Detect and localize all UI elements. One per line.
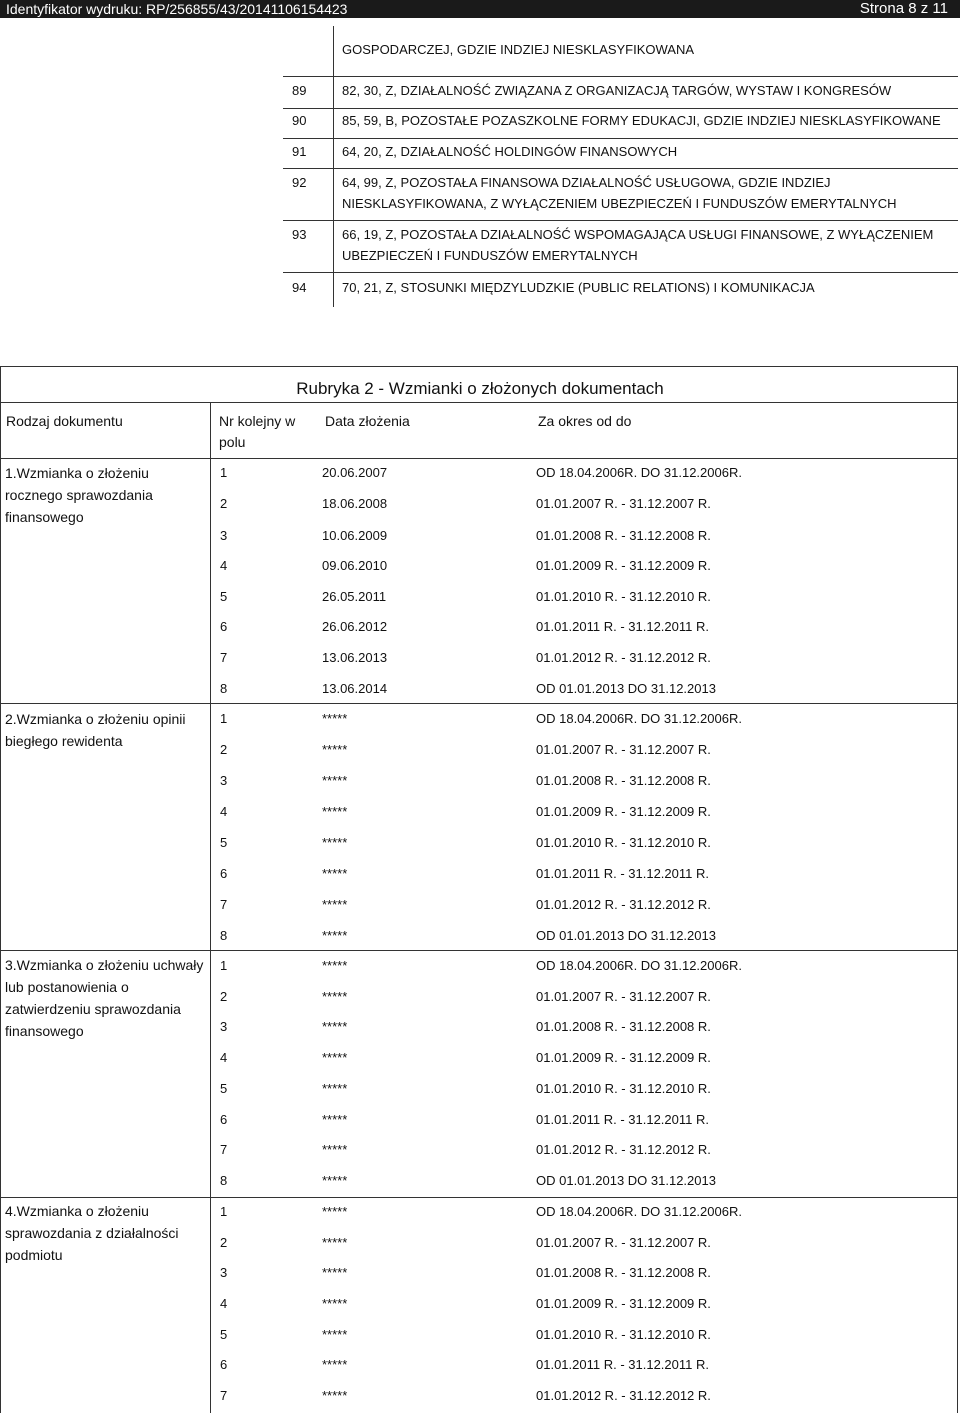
row-data: *****: [322, 711, 348, 726]
print-identifier: Identyfikator wydruku: RP/256855/43/20141106154423: [6, 1, 348, 17]
row-nr: 7: [220, 897, 228, 912]
row-okres: OD 01.01.2013 DO 31.12.2013: [536, 1173, 716, 1188]
row-nr: 8: [220, 681, 228, 696]
row-nr: 3: [220, 773, 228, 788]
row-okres: 01.01.2007 R. - 31.12.2007 R.: [536, 496, 711, 511]
pkd-row-text: 64, 20, Z, DZIAŁALNOŚĆ HOLDINGÓW FINANSOWYCH: [342, 144, 678, 159]
row-data: *****: [322, 835, 348, 850]
row-nr: 4: [220, 1050, 228, 1065]
row-nr: 2: [220, 1235, 228, 1250]
row-data: *****: [322, 897, 348, 912]
row-nr: 5: [220, 1327, 228, 1342]
column-divider: [210, 402, 211, 1413]
row-data: 13.06.2013: [322, 650, 388, 665]
row-data: 20.06.2007: [322, 465, 388, 480]
row-nr: 1: [220, 1204, 228, 1219]
row-okres: OD 18.04.2006R. DO 31.12.2006R.: [536, 958, 742, 973]
row-okres: OD 18.04.2006R. DO 31.12.2006R.: [536, 711, 742, 726]
row-okres: 01.01.2010 R. - 31.12.2010 R.: [536, 1081, 711, 1096]
row-data: *****: [322, 1327, 348, 1342]
row-nr: 3: [220, 1019, 228, 1034]
row-okres: OD 18.04.2006R. DO 31.12.2006R.: [536, 1204, 742, 1219]
row-data: *****: [322, 1142, 348, 1157]
row-okres: 01.01.2012 R. - 31.12.2012 R.: [536, 650, 711, 665]
row-nr: 1: [220, 711, 228, 726]
pkd-row-number: 94: [292, 280, 307, 295]
row-data: *****: [322, 1050, 348, 1065]
row-nr: 6: [220, 1112, 228, 1127]
row-data: *****: [322, 1019, 348, 1034]
pkd-row-text: 85, 59, B, POZOSTAŁE POZASZKOLNE FORMY EDUKACJI, GDZIE INDZIEJ NIESKLASYFIKOWANE: [342, 113, 941, 128]
row-data: *****: [322, 1388, 348, 1403]
pkd-row-text: 66, 19, Z, POZOSTAŁA DZIAŁALNOŚĆ WSPOMAGAJĄCA USŁUGI FINANSOWE, Z WYŁĄCZENIEM UBEZPIECZEŃ I FUNDUSZÓW EMERYTALNYCH: [342, 227, 934, 263]
row-data: 26.06.2012: [322, 619, 388, 634]
row-okres: 01.01.2007 R. - 31.12.2007 R.: [536, 1235, 711, 1250]
row-nr: 5: [220, 1081, 228, 1096]
row-data: *****: [322, 804, 348, 819]
row-nr: 4: [220, 558, 228, 573]
pkd-continuation-text: GOSPODARCZEJ, GDZIE INDZIEJ NIESKLASYFIKOWANA: [342, 42, 695, 57]
pkd-row-number: 93: [292, 227, 307, 242]
group-divider: [1, 1197, 957, 1198]
row-okres: 01.01.2011 R. - 31.12.2011 R.: [536, 1357, 709, 1372]
row-okres: 01.01.2007 R. - 31.12.2007 R.: [536, 742, 711, 757]
pkd-row-divider: [283, 108, 958, 109]
row-data: *****: [322, 1357, 348, 1372]
row-nr: 1: [220, 465, 228, 480]
row-data: *****: [322, 958, 348, 973]
row-okres: 01.01.2008 R. - 31.12.2008 R.: [536, 528, 711, 543]
column-header-nr: Nr kolejny w polu: [219, 413, 296, 450]
page-number: Strona 8 z 11: [859, 0, 948, 17]
group-divider: [1, 950, 957, 951]
row-nr: 2: [220, 742, 228, 757]
row-nr: 3: [220, 1265, 228, 1280]
row-nr: 6: [220, 1357, 228, 1372]
row-data: *****: [322, 1265, 348, 1280]
print-header: [0, 0, 960, 18]
group-title: 1.Wzmianka o złożeniu rocznego sprawozdania finansowego: [5, 465, 153, 525]
pkd-table: [283, 26, 958, 307]
pkd-row-number: 92: [292, 175, 307, 190]
row-data: *****: [322, 1235, 348, 1250]
row-okres: 01.01.2011 R. - 31.12.2011 R.: [536, 866, 709, 881]
group-title: 2.Wzmianka o złożeniu opinii biegłego rewidenta: [5, 711, 186, 749]
row-okres: 01.01.2009 R. - 31.12.2009 R.: [536, 558, 711, 573]
row-data: *****: [322, 928, 348, 943]
row-nr: 5: [220, 589, 228, 604]
row-nr: 8: [220, 928, 228, 943]
row-okres: 01.01.2012 R. - 31.12.2012 R.: [536, 1142, 711, 1157]
row-okres: 01.01.2008 R. - 31.12.2008 R.: [536, 1265, 711, 1280]
row-nr: 8: [220, 1173, 228, 1188]
row-nr: 6: [220, 619, 228, 634]
row-okres: 01.01.2011 R. - 31.12.2011 R.: [536, 1112, 709, 1127]
row-okres: OD 01.01.2013 DO 31.12.2013: [536, 928, 716, 943]
row-okres: 01.01.2010 R. - 31.12.2010 R.: [536, 835, 711, 850]
row-nr: 7: [220, 650, 228, 665]
row-data: *****: [322, 1173, 348, 1188]
row-okres: 01.01.2008 R. - 31.12.2008 R.: [536, 1019, 711, 1034]
row-nr: 1: [220, 958, 228, 973]
row-data: 26.05.2011: [322, 589, 387, 604]
row-data: *****: [322, 773, 348, 788]
column-header-okres: Za okres od do: [538, 413, 632, 429]
row-okres: 01.01.2012 R. - 31.12.2012 R.: [536, 897, 711, 912]
row-data: *****: [322, 866, 348, 881]
row-data: *****: [322, 742, 348, 757]
row-nr: 7: [220, 1142, 228, 1157]
row-okres: OD 18.04.2006R. DO 31.12.2006R.: [536, 465, 742, 480]
row-okres: 01.01.2007 R. - 31.12.2007 R.: [536, 989, 711, 1004]
pkd-row-divider: [283, 220, 958, 221]
row-okres: 01.01.2009 R. - 31.12.2009 R.: [536, 804, 711, 819]
row-data: 13.06.2014: [322, 681, 388, 696]
row-okres: 01.01.2012 R. - 31.12.2012 R.: [536, 1388, 711, 1403]
row-okres: 01.01.2008 R. - 31.12.2008 R.: [536, 773, 711, 788]
pkd-column-divider: [333, 26, 334, 307]
row-okres: 01.01.2009 R. - 31.12.2009 R.: [536, 1050, 711, 1065]
row-okres: 01.01.2009 R. - 31.12.2009 R.: [536, 1296, 711, 1311]
pkd-row-text: 70, 21, Z, STOSUNKI MIĘDZYLUDZKIE (PUBLIC RELATIONS) I KOMUNIKACJA: [342, 280, 815, 295]
row-data: *****: [322, 1204, 348, 1219]
pkd-row-divider: [283, 272, 958, 273]
row-nr: 5: [220, 835, 228, 850]
rubryka-title: Rubryka 2 - Wzmianki o złożonych dokumentach: [296, 379, 664, 398]
row-data: 09.06.2010: [322, 558, 388, 573]
row-data: *****: [322, 1081, 348, 1096]
row-nr: 7: [220, 1388, 228, 1403]
pkd-row-divider: [283, 138, 958, 139]
pkd-row-text: 64, 99, Z, POZOSTAŁA FINANSOWA DZIAŁALNOŚĆ USŁUGOWA, GDZIE INDZIEJ NIESKLASYFIKOWANA, Z WYŁĄCZENIEM UBEZPIECZEŃ I FUNDUSZÓW EMERYTALNYCH: [342, 175, 897, 211]
row-nr: 6: [220, 866, 228, 881]
row-data: *****: [322, 1112, 348, 1127]
row-okres: 01.01.2011 R. - 31.12.2011 R.: [536, 619, 709, 634]
pkd-row-divider: [283, 168, 958, 169]
group-divider: [1, 703, 957, 704]
row-data: 18.06.2008: [322, 496, 388, 511]
pkd-row-text: 82, 30, Z, DZIAŁALNOŚĆ ZWIĄZANA Z ORGANIZACJĄ TARGÓW, WYSTAW I KONGRESÓW: [342, 83, 892, 98]
title-divider: [1, 402, 957, 403]
row-nr: 2: [220, 496, 228, 511]
row-okres: 01.01.2010 R. - 31.12.2010 R.: [536, 1327, 711, 1342]
row-nr: 4: [220, 804, 228, 819]
pkd-row-number: 89: [292, 83, 307, 98]
row-data: 10.06.2009: [322, 528, 388, 543]
pkd-row-number: 90: [292, 113, 307, 128]
row-nr: 2: [220, 989, 228, 1004]
row-nr: 4: [220, 1296, 228, 1311]
row-data: *****: [322, 1296, 348, 1311]
column-header-data: Data złożenia: [325, 413, 410, 429]
row-data: *****: [322, 989, 348, 1004]
group-title: 4.Wzmianka o złożeniu sprawozdania z działalności podmiotu: [5, 1203, 179, 1263]
header-divider: [1, 458, 957, 459]
row-nr: 3: [220, 528, 228, 543]
pkd-row-divider: [283, 76, 958, 77]
row-okres: OD 01.01.2013 DO 31.12.2013: [536, 681, 716, 696]
column-header-rodzaj: Rodzaj dokumentu: [6, 413, 123, 429]
group-title: 3.Wzmianka o złożeniu uchwały lub postanowienia o zatwierdzeniu sprawozdania finansowego: [5, 957, 204, 1039]
pkd-row-number: 91: [292, 144, 307, 159]
row-okres: 01.01.2010 R. - 31.12.2010 R.: [536, 589, 711, 604]
